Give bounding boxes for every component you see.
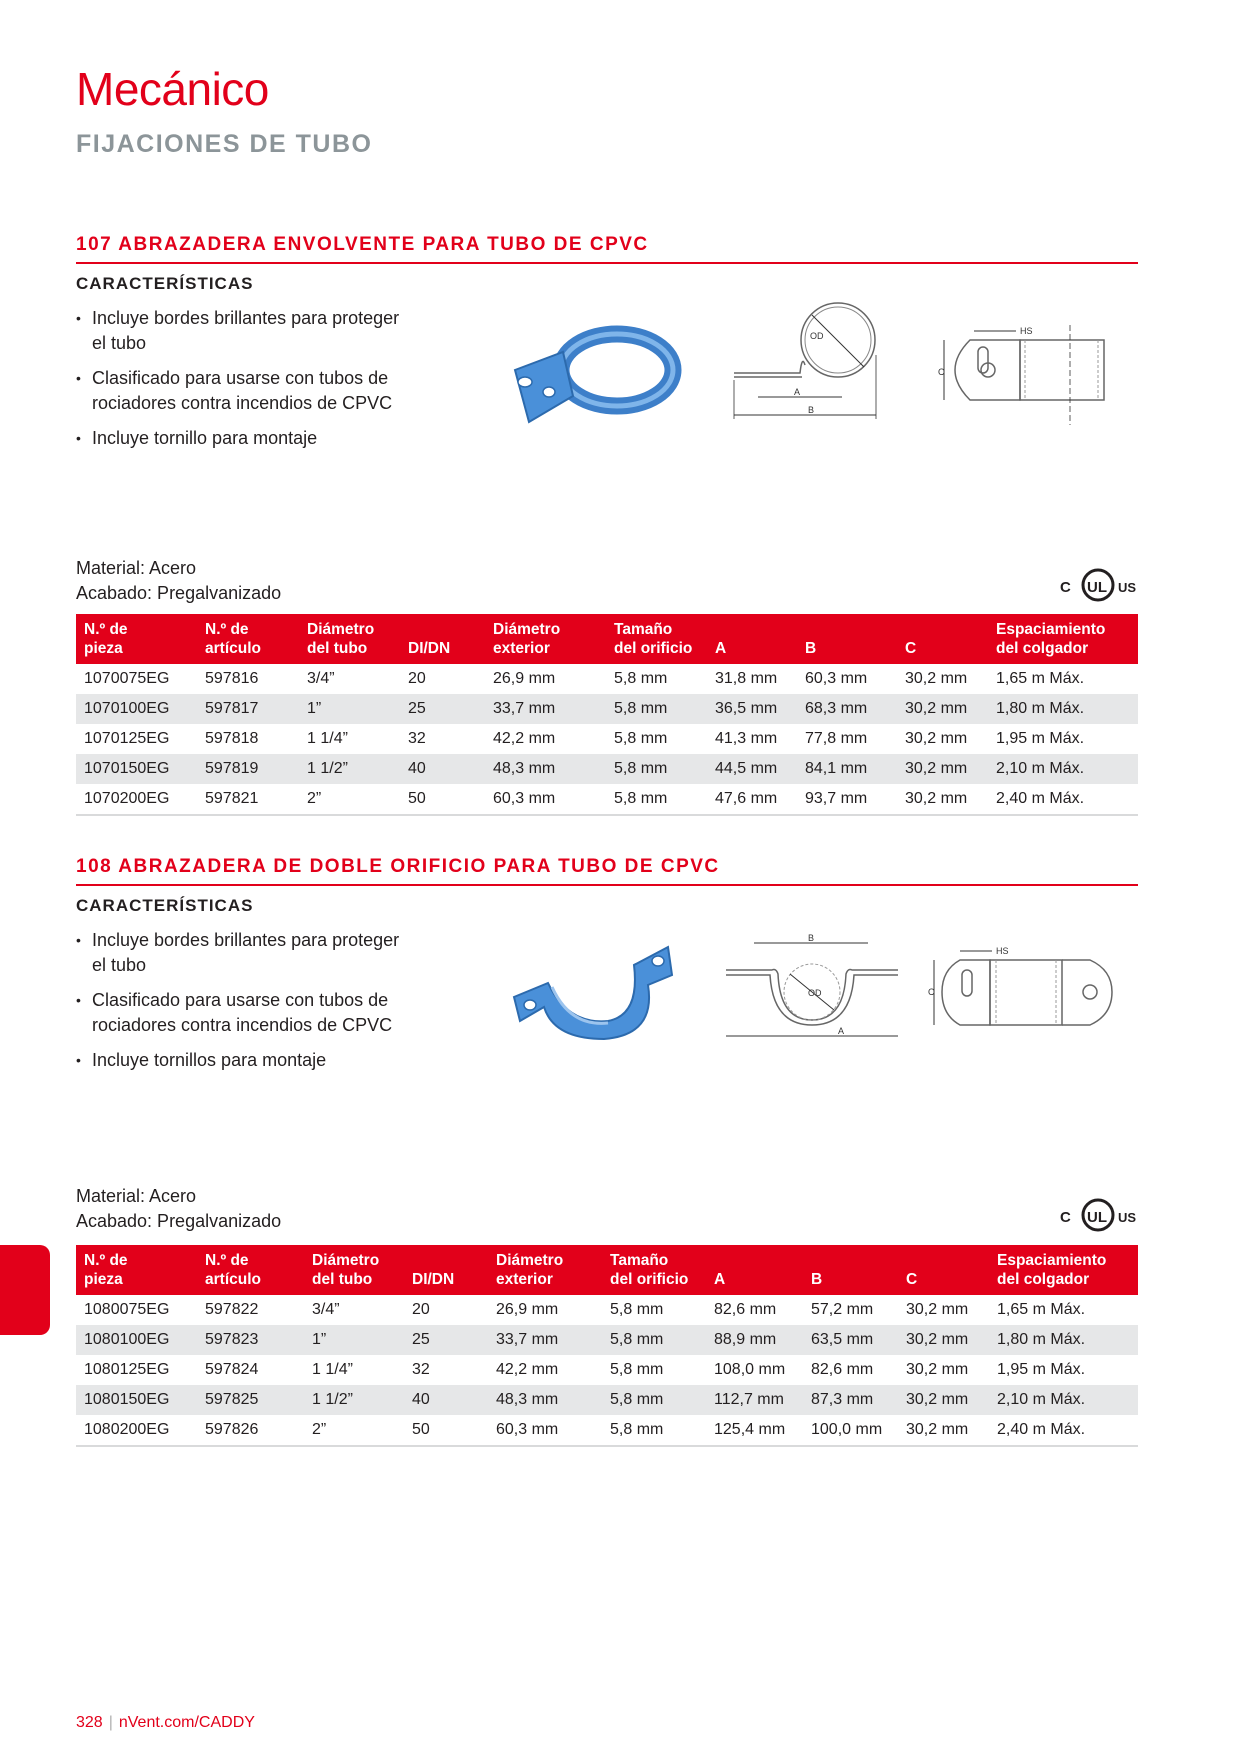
feature-item: • Incluye tornillo para montaje bbox=[76, 426, 406, 451]
svg-text:C: C bbox=[1060, 579, 1071, 596]
footer-separator: | bbox=[108, 1714, 113, 1731]
finish-text: Acabado: Pregalvanizado bbox=[76, 1211, 282, 1231]
label-c: C bbox=[938, 367, 945, 377]
finish-text: Acabado: Pregalvanizado bbox=[76, 583, 282, 603]
svg-text:US: US bbox=[1118, 1210, 1137, 1225]
ul-listed-mark bbox=[1056, 1198, 1140, 1232]
col-header-didn: DI/DN bbox=[404, 1245, 488, 1295]
col-header-spacing: Espaciamiento del colgador bbox=[988, 614, 1138, 664]
chapter-side-tab bbox=[0, 1245, 50, 1335]
features-heading: CARACTERÍSTICAS bbox=[76, 896, 254, 915]
label-b: B bbox=[808, 405, 815, 415]
col-header-pipe-diameter: Diámetro del tubo bbox=[299, 614, 400, 664]
features-list bbox=[76, 306, 406, 461]
table-row: 1070125EG 597818 1 1/4” 32 42,2 mm 5,8 mm 41,3 mm 77,8 mm 30,2 mm 1,95 m Máx. bbox=[84, 730, 1085, 747]
col-header-item-no: N.º de artículo bbox=[197, 1245, 304, 1295]
clamp-107-top-diagram bbox=[940, 325, 1120, 430]
spec-table-108 bbox=[76, 1245, 1138, 1447]
material-text: Material: Acero bbox=[76, 1186, 197, 1206]
svg-text:UL: UL bbox=[1087, 1209, 1107, 1226]
clamp-108-side-diagram bbox=[720, 930, 900, 1050]
ul-listed-mark bbox=[1056, 568, 1140, 602]
col-header-c: C bbox=[897, 614, 988, 664]
col-header-a: A bbox=[707, 614, 797, 664]
table-row: 1070200EG 597821 2” 50 60,3 mm 5,8 mm 47,6 mm 93,7 mm 30,2 mm 2,40 m Máx. bbox=[76, 784, 1138, 815]
col-header-a: A bbox=[706, 1245, 803, 1295]
label-hs: HS bbox=[1020, 326, 1033, 336]
table-header-row bbox=[76, 1245, 1138, 1295]
col-header-pipe-diameter: Diámetro del tubo bbox=[304, 1245, 404, 1295]
feature-item: • Incluye bordes brillantes para proteger el tubo bbox=[76, 928, 406, 978]
feature-item: • Clasificado para usarse con tubos de rociadores contra incendios de CPVC bbox=[76, 988, 406, 1038]
col-header-outer-diameter: Diámetro exterior bbox=[485, 614, 606, 664]
label-a: A bbox=[794, 387, 801, 397]
col-header-hole-size: Tamaño del orificio bbox=[602, 1245, 706, 1295]
svg-text:UL: UL bbox=[1087, 579, 1107, 596]
table-header-row bbox=[76, 614, 1138, 664]
table-row: 1080100EG 597823 1” 25 33,7 mm 5,8 mm 88,9 mm 63,5 mm 30,2 mm 1,80 m Máx. bbox=[76, 1325, 1138, 1355]
clamp-107-photo bbox=[505, 322, 685, 432]
feature-item: • Incluye tornillos para montaje bbox=[76, 1048, 406, 1073]
col-header-c: C bbox=[898, 1245, 989, 1295]
table-row: 1070075EG 597816 3/4” 20 26,9 mm 5,8 mm 31,8 mm 60,3 mm 30,2 mm 1,65 m Máx. bbox=[84, 670, 1085, 687]
label-b: B bbox=[808, 933, 815, 943]
label-hs: HS bbox=[996, 946, 1009, 956]
svg-text:C: C bbox=[1060, 1209, 1071, 1226]
col-header-spacing: Espaciamiento del colgador bbox=[989, 1245, 1138, 1295]
spec-table-107 bbox=[76, 614, 1138, 816]
table-row: 1080200EG 597826 2” 50 60,3 mm 5,8 mm 125,4 mm 100,0 mm 30,2 mm 2,40 m Máx. bbox=[76, 1415, 1138, 1446]
col-header-b: B bbox=[797, 614, 897, 664]
page-footer bbox=[76, 1714, 255, 1732]
col-header-didn: DI/DN bbox=[400, 614, 485, 664]
label-od: OD bbox=[810, 331, 824, 341]
table-row: 1080150EG 597825 1 1/2” 40 48,3 mm 5,8 mm 112,7 mm 87,3 mm 30,2 mm 2,10 m Máx. bbox=[76, 1385, 1138, 1415]
label-c: C bbox=[928, 987, 935, 997]
col-header-item-no: N.º de artículo bbox=[197, 614, 299, 664]
col-header-part-no: N.º de pieza bbox=[76, 1245, 197, 1295]
table-row: 1070150EG 597819 1 1/2” 40 48,3 mm 5,8 mm 44,5 mm 84,1 mm 30,2 mm 2,10 m Máx. bbox=[76, 754, 1138, 784]
features-heading: CARACTERÍSTICAS bbox=[76, 274, 254, 293]
page-title: Mecánico bbox=[76, 63, 269, 115]
feature-item: • Clasificado para usarse con tubos de rociadores contra incendios de CPVC bbox=[76, 366, 406, 416]
clamp-108-top-diagram bbox=[930, 945, 1125, 1040]
material-text: Material: Acero bbox=[76, 558, 197, 578]
section-title-107: 107 ABRAZADERA ENVOLVENTE PARA TUBO DE CPVC bbox=[76, 234, 1138, 264]
page-number: 328 bbox=[76, 1714, 103, 1731]
col-header-hole-size: Tamaño del orificio bbox=[606, 614, 707, 664]
col-header-part-no: N.º de pieza bbox=[76, 614, 197, 664]
svg-text:US: US bbox=[1118, 580, 1137, 595]
table-row: 1080075EG 597822 3/4” 20 26,9 mm 5,8 mm 82,6 mm 57,2 mm 30,2 mm 1,65 m Máx. bbox=[84, 1301, 1086, 1318]
label-a: A bbox=[838, 1026, 845, 1036]
table-row: 1080125EG 597824 1 1/4” 32 42,2 mm 5,8 mm 108,0 mm 82,6 mm 30,2 mm 1,95 m Máx. bbox=[84, 1361, 1086, 1378]
col-header-b: B bbox=[803, 1245, 898, 1295]
clamp-107-side-diagram bbox=[730, 295, 900, 425]
table-row: 1070100EG 597817 1” 25 33,7 mm 5,8 mm 36,5 mm 68,3 mm 30,2 mm 1,80 m Máx. bbox=[76, 694, 1138, 724]
footer-site-link[interactable]: nVent.com/CADDY bbox=[118, 1714, 255, 1731]
col-header-outer-diameter: Diámetro exterior bbox=[488, 1245, 602, 1295]
page-subtitle: FIJACIONES DE TUBO bbox=[76, 130, 373, 158]
section-title-108: 108 ABRAZADERA DE DOBLE ORIFICIO PARA TUBO DE CPVC bbox=[76, 856, 1138, 886]
feature-item: • Incluye bordes brillantes para proteger el tubo bbox=[76, 306, 406, 356]
clamp-108-photo bbox=[508, 935, 678, 1045]
label-od: OD bbox=[808, 988, 822, 998]
features-list bbox=[76, 928, 406, 1083]
